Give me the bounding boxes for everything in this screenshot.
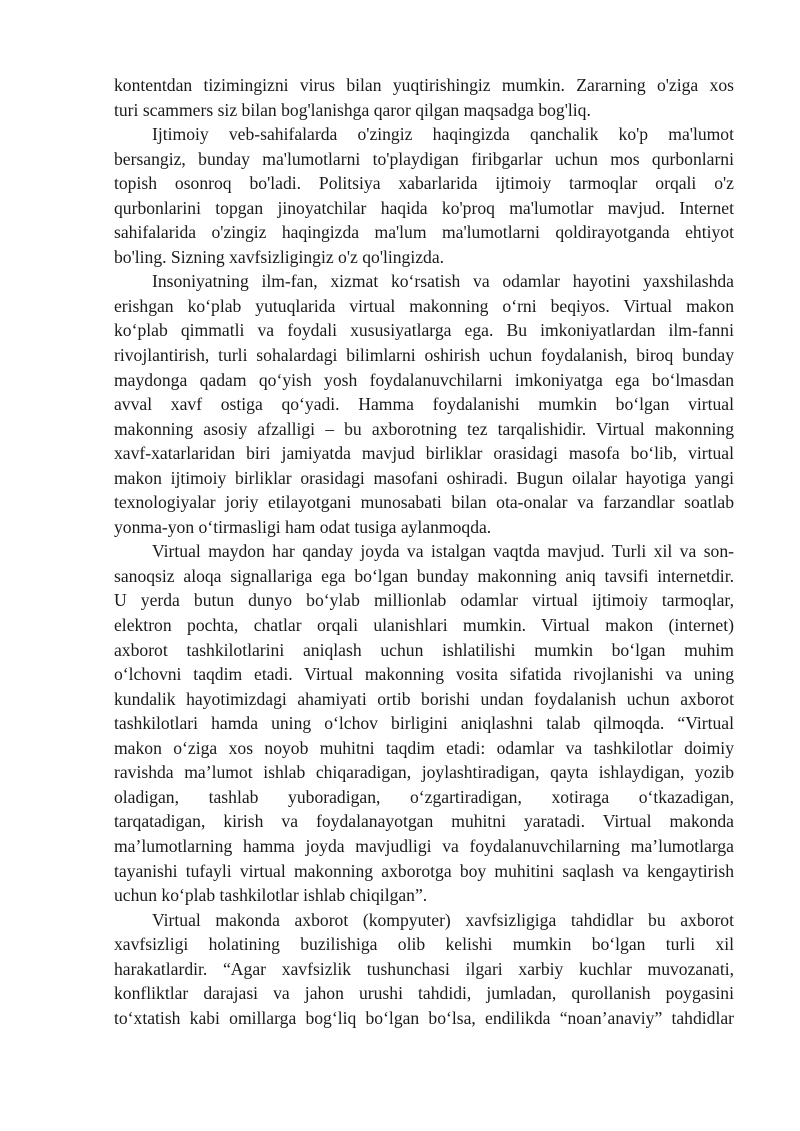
text-line: sanoqsiz aloqa signallariga ega bo‘lgan bunday makonning aniq tavsifi internetdir. bbox=[114, 565, 734, 586]
text-line: avval xavf ostiga qo‘yadi. Hamma foydalanishi mumkin bo‘lgan virtual bbox=[114, 394, 734, 415]
paragraph bbox=[114, 122, 734, 269]
text-line: ma’lumotlarning hamma joyda mavjudligi va foydalanuvchilarning ma’lumotlarga bbox=[114, 835, 734, 856]
text-line: maydonga qadam qo‘yish yosh foydalanuvchilarni imkoniyatga ega bo‘lmasdan bbox=[114, 369, 734, 390]
text-line: uchun ko‘plab tashkilotlar ishlab chiqilgan”. bbox=[114, 885, 428, 906]
text-line: elektron pochta, chatlar orqali ulanishlari mumkin. Virtual makon (internet) bbox=[114, 615, 734, 636]
text-line: harakatlardir. “Agar xavfsizlik tushunchasi ilgari xarbiy kuchlar muvozanati, bbox=[114, 958, 734, 979]
text-line: tarqatadigan, kirish va foydalanayotgan muhitni yaratadi. Virtual makonda bbox=[114, 811, 734, 832]
text-line: tayanishi tufayli virtual makonning axborotga boy muhitini saqlash va kengaytirish bbox=[114, 860, 734, 881]
text-line: to‘xtatish kabi omillarga bog‘liq bo‘lgan bo‘lsa, endilikda “noan’anaviy” tahdidlar bbox=[114, 1007, 734, 1028]
text-line: ravishda ma’lumot ishlab chiqaradigan, joylashtiradigan, qayta ishlaydigan, yozib bbox=[114, 762, 734, 783]
text-line: turi scammers siz bilan bog'lanishga qaror qilgan maqsadga bog'liq. bbox=[114, 99, 591, 120]
text-line: tashkilotlari hamda uning o‘lchov birligini aniqlashni talab qilmoqda. “Virtual bbox=[114, 713, 734, 734]
text-line: xavf-xatarlaridan biri jamiyatda mavjud birliklar orasidagi masofa bo‘lib, virtual bbox=[114, 443, 734, 464]
text-line: erishgan ko‘plab yutuqlarida virtual makonning o‘rni beqiyos. Virtual makon bbox=[114, 295, 734, 316]
text-line: U yerda butun dunyo bo‘ylab millionlab odamlar virtual ijtimoiy tarmoqlar, bbox=[114, 590, 734, 611]
text-line: oladigan, tashlab yuboradigan, o‘zgartiradigan, xotiraga o‘tkazadigan, bbox=[114, 786, 734, 807]
text-line: Virtual makonda axborot (kompyuter) xavfsizligiga tahdidlar bu axborot bbox=[152, 909, 734, 930]
text-line: axborot tashkilotlarini aniqlash uchun ishlatilishi mumkin bo‘lgan muhim bbox=[114, 639, 734, 660]
text-line: texnologiyalar joriy etilayotgani munosabati bilan ota-onalar va farzandlar soatlab bbox=[114, 492, 734, 513]
text-line: qurbonlarini topgan jinoyatchilar haqida ko'proq ma'lumotlar mavjud. Internet bbox=[114, 197, 734, 218]
text-line: kontentdan tizimingizni virus bilan yuqtirishingiz mumkin. Zararning o'ziga xos bbox=[114, 75, 734, 95]
text-line: makonning asosiy afzalligi – bu axborotning tez tarqalishidir. Virtual makonning bbox=[114, 418, 734, 439]
text-line: yonma-yon o‘tirmasligi ham odat tusiga aylanmoqda. bbox=[114, 516, 492, 537]
text-line: ko‘plab qimmatli va foydali xususiyatlarga ega. Bu imkoniyatlardan ilm-fanni bbox=[114, 320, 734, 341]
paragraph bbox=[114, 269, 734, 539]
text-line: Ijtimoiy veb-sahifalarda o'zingiz haqingizda qanchalik ko'p ma'lumot bbox=[152, 124, 734, 145]
text-line: Insoniyatning ilm-fan, xizmat ko‘rsatish va odamlar hayotini yaxshilashda bbox=[152, 271, 734, 292]
paragraph bbox=[114, 539, 734, 907]
text-line: rivojlantirish, turli sohalardagi bilimlarni oshirish uchun foydalanish, biroq bunday bbox=[114, 345, 734, 366]
text-line: o‘lchovni taqdim etadi. Virtual makonning vosita sifatida rivojlanishi va uning bbox=[114, 664, 734, 685]
text-line: Virtual maydon har qanday joyda va istalgan vaqtda mavjud. Turli xil va son- bbox=[152, 541, 734, 562]
paragraph bbox=[114, 908, 734, 1031]
text-line: xavfsizligi holatining buzilishiga olib kelishi mumkin bo‘lgan turli xil bbox=[114, 934, 734, 955]
document-page bbox=[114, 73, 734, 1030]
text-line: konfliktlar darajasi va jahon urushi tahdidi, jumladan, qurollanish poygasini bbox=[114, 983, 734, 1004]
text-line: topish osonroq bo'ladi. Politsiya xabarlarida ijtimoiy tarmoqlar orqali o'z bbox=[114, 173, 734, 194]
text-line: bo'ling. Sizning xavfsizligingiz o'z qo'lingizda. bbox=[114, 246, 445, 267]
text-line: bersangiz, bunday ma'lumotlarni to'playdigan firibgarlar uchun mos qurbonlarni bbox=[114, 148, 734, 169]
text-line: kundalik hayotimizdagi ahamiyati ortib borishi undan foydalanish uchun axborot bbox=[114, 688, 734, 709]
text-line: makon o‘ziga xos noyob muhitni taqdim etadi: odamlar va tashkilotlar doimiy bbox=[114, 737, 734, 758]
paragraph bbox=[114, 73, 734, 122]
text-line: makon ijtimoiy birliklar orasidagi masofani oshiradi. Bugun oilalar hayotiga yangi bbox=[114, 467, 734, 488]
text-line: sahifalarida o'zingiz haqingizda ma'lum ma'lumotlarni qoldirayotganda ehtiyot bbox=[114, 222, 734, 243]
